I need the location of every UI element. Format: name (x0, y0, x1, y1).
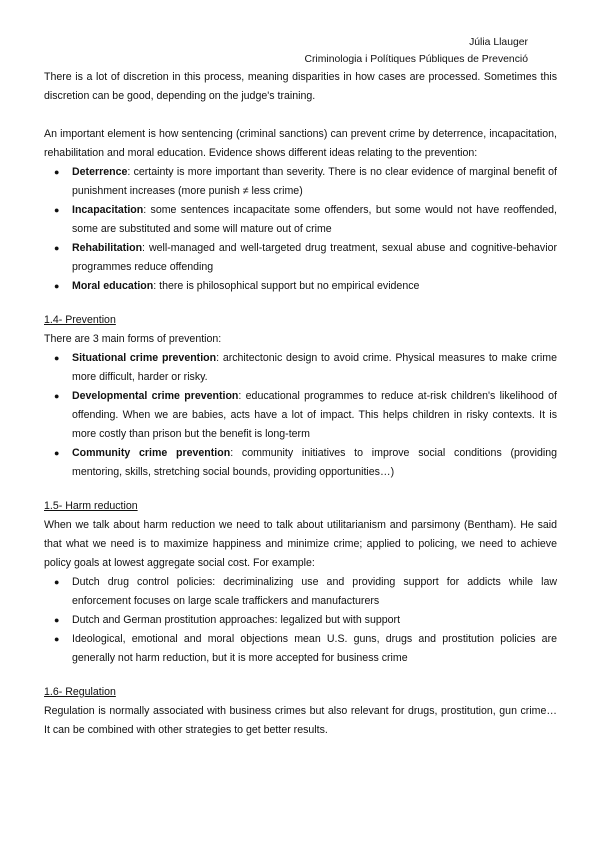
bullet-icon: ● (54, 615, 60, 625)
bullet-icon: ● (54, 281, 60, 291)
intro-paragraph-1: There is a lot of discretion in this process, meaning disparities in how cases are processed. Sometimes this discretion can be good, depending on the judge's training. (44, 71, 557, 102)
list-item: ● Dutch drug control policies: decriminalizing use and providing support for addicts while law enforcement focuses on large scale traffickers and manufacturers (44, 573, 557, 611)
list-item: ● Developmental crime prevention: educational programmes to reduce at-risk children's likelihood of offending. When we are babies, acts have a lot of impact. This helps children in risky contexts. It is more costly than prison but the benefit is long-term (44, 387, 557, 444)
list-item: ● Incapacitation: some sentences incapacitate some offenders, but some would not have reoffended, some are substituted and some will mature out of crime (44, 201, 557, 239)
section-heading-regulation: 1.6- Regulation (44, 686, 116, 698)
sanctions-list (44, 163, 557, 296)
bullet-icon: ● (54, 448, 60, 458)
intro-paragraph-2: An important element is how sentencing (criminal sanctions) can prevent crime by deterrence, incapacitation, rehabilitation and moral education. Evidence shows different ideas relating to the prevention: (44, 128, 557, 159)
list-item: ● Rehabilitation: well-managed and well-targeted drug treatment, sexual abuse and cognitive-behavior programmes reduce offending (44, 239, 557, 277)
bullet-icon: ● (54, 577, 60, 587)
list-item: ● Deterrence: certainty is more important than severity. There is no clear evidence of marginal benefit of punishment increases (more punish ≠ less crime) (44, 163, 557, 201)
prevention-list (44, 349, 557, 482)
prevention-intro: There are 3 main forms of prevention: (44, 333, 222, 345)
bullet-icon: ● (54, 634, 60, 644)
bullet-icon: ● (54, 353, 60, 363)
harm-reduction-intro: When we talk about harm reduction we need to talk about utilitarianism and parsimony (Bentham). He said that what we need is to maximize happiness and minimize crime; applied to policing, we need to achieve policy goals at lowest aggregate social cost. For example: (44, 519, 557, 569)
list-item: ● Community crime prevention: community initiatives to improve social conditions (providing mentoring, skills, stretching social bounds, providing opportunities…) (44, 444, 557, 482)
harm-reduction-list (44, 573, 557, 668)
bullet-icon: ● (54, 391, 60, 401)
bullet-icon: ● (54, 243, 60, 253)
list-item: ● Ideological, emotional and moral objections mean U.S. guns, drugs and prostitution policies are generally not harm reduction, but it is more accepted for business crime (44, 630, 557, 668)
page-header (304, 35, 528, 68)
section-heading-prevention: 1.4- Prevention (44, 314, 116, 326)
list-item: ● Situational crime prevention: architectonic design to avoid crime. Physical measures to make crime more difficult, harder or risky. (44, 349, 557, 387)
author-name: Júlia Llauger (469, 37, 528, 48)
bullet-icon: ● (54, 167, 60, 177)
bullet-icon: ● (54, 205, 60, 215)
list-item: ● Dutch and German prostitution approaches: legalized but with support (44, 611, 557, 630)
document-body (44, 68, 557, 740)
regulation-paragraph: Regulation is normally associated with business crimes but also relevant for drugs, prostitution, gun crime… It can be combined with other strategies to get better results. (44, 705, 557, 736)
section-heading-harm-reduction: 1.5- Harm reduction (44, 500, 138, 512)
list-item: ● Moral education: there is philosophical support but no empirical evidence (44, 277, 557, 296)
course-title: Criminologia i Polítiques Públiques de Prevenció (304, 53, 528, 65)
